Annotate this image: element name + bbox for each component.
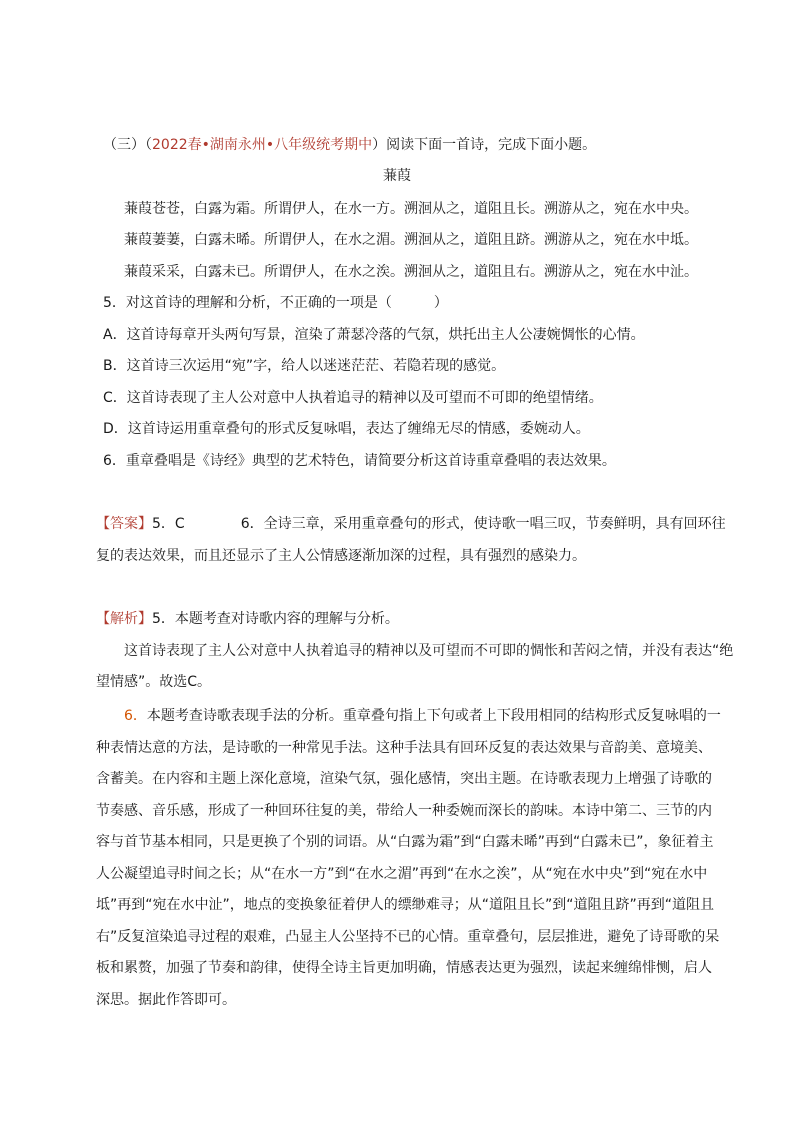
poem-line-1: 蒹葭苍苍，白露为霜。所谓伊人，在水一方。溯洄从之，道阻且长。溯游从之，宛在水中央。	[124, 201, 698, 217]
analysis-q6-number: 6．	[124, 708, 147, 724]
answer-q6-line2: 复的表达效果，而且还显示了主人公情感逐渐加深的过程，具有强烈的感染力。	[96, 548, 586, 564]
analysis-line-1	[96, 608, 399, 628]
option-a: A．这首诗每章开头两句写景，渲染了萧瑟冷落的气氛，烘托出主人公凄婉惆怅的心情。	[103, 327, 645, 343]
exam-source: 2022春•湖南永州•八年级统考期中	[152, 137, 373, 153]
section-prefix: （三）（	[103, 137, 152, 153]
section-suffix: ）阅读下面一首诗，完成下面小题。	[372, 137, 597, 153]
analysis-tag: 【解析】	[96, 611, 152, 627]
analysis-q6-text: 本题考查诗歌表现手法的分析。重章叠句指上下句或者上下段用相同的结构形式反复咏唱的一种表情达意的方法，是诗歌的一种常见手法。这种手法具有回环反复的表达效果与音韵美、意境美、含蓄美。在内容和主题上深化意境，渲染气氛，强化感情，突出主题。在诗歌表现力上增强了诗歌的节奏感、音乐感，形成了一种回环往复的美，带给人一种委婉而深长的韵味。本诗中第二、三节的内容与首节基本相同，只是更换了个别的词语。从“白露为霜”到“白露未晞”再到“白露未已”，象征着主人公凝望追寻时间之长；从“在水一方”到“在水之湄”再到“在水之涘”，从“宛在水中央”到“宛在水中坻”再到“宛在水中沚”，地点的变换象征着伊人的缥缈难寻；从“道阻且长”到“道阻且跻”再到“道阻且右”反复渲染追寻过程的艰难，凸显主人公坚持不已的心情。重章叠句，层层推进，避免了诗哥歌的呆板和累赘，加强了节奏和韵律，使得全诗主旨更加明确，情感表达更为强烈，读起来缠绵悱恻，启人深思。据此作答即可。	[96, 708, 721, 1008]
analysis-q5-body-line1: 这首诗表现了主人公对意中人执着追寻的精神以及可望而不可即的惆怅和苦闷之情，并没有表达“绝	[124, 643, 734, 659]
analysis-q6-paragraph	[96, 701, 722, 1016]
answer-line-1	[96, 513, 726, 533]
answer-q5: 5．C	[152, 516, 185, 532]
poem-line-2: 蒹葭萋萋，白露未晞。所谓伊人，在水之湄。溯洄从之，道阻且跻。溯游从之，宛在水中坻。	[124, 232, 698, 248]
poem-line-3: 蒹葭采采，白露未已。所谓伊人，在水之涘。溯洄从之，道阻且右。溯游从之，宛在水中沚。	[124, 264, 698, 280]
analysis-q5-head: 5．本题考查对诗歌内容的理解与分析。	[152, 611, 399, 627]
answer-q6-line1: 6．全诗三章，采用重章叠句的形式，使诗歌一唱三叹，节奏鲜明，具有回环往	[240, 516, 726, 532]
section-heading	[103, 134, 596, 154]
poem-title: 蒹葭	[383, 168, 411, 184]
option-d: D．这首诗运用重章叠句的形式反复咏唱，表达了缠绵无尽的情感，委婉动人。	[103, 421, 590, 437]
question-6: 6．重章叠唱是《诗经》典型的艺术特色，请简要分析这首诗重章叠唱的表达效果。	[103, 453, 616, 469]
option-c: C．这首诗表现了主人公对意中人执着追寻的精神以及可望而不可即的绝望情绪。	[103, 390, 603, 406]
answer-tag: 【答案】	[96, 516, 152, 532]
option-b: B．这首诗三次运用“宛”字，给人以迷迷茫茫、若隐若现的感觉。	[103, 358, 506, 374]
analysis-q5-body-line2: 望情感”。故选C。	[96, 674, 212, 690]
question-5: 5．对这首诗的理解和分析，不正确的一项是（ ）	[103, 295, 448, 311]
